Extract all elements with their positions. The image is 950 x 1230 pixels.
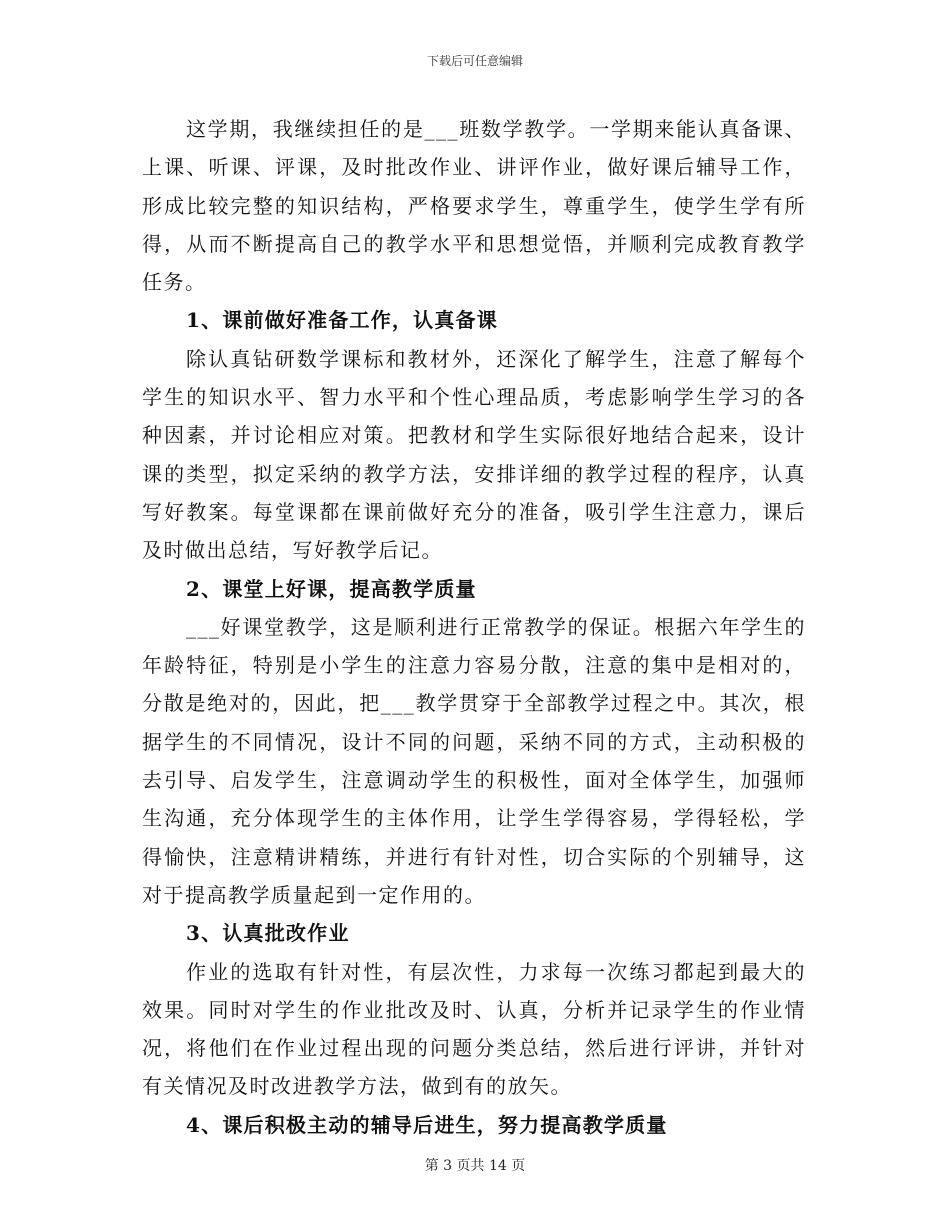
section-2-heading: 2、课堂上好课，提高教学质量 bbox=[186, 576, 477, 601]
page-number-footer: 第 3 页共 14 页 bbox=[424, 1158, 526, 1174]
intro-paragraph: 这学期，我继续担任的是___班数学教学。一学期来能认真备课、上课、听课、评课，及时批改作业、讲评作业，做好课后辅导工作，形成比较完整的知识结构，严格要求学生，尊重学生，使学生学有所得，从而不断提高自己的教学水平和思想觉悟，并顺利完成教育教学任务。 bbox=[142, 117, 806, 295]
section-4-heading: 4、课后积极主动的辅导后进生，努力提高教学质量 bbox=[186, 1112, 668, 1137]
section-2-paragraph: ___好课堂教学，这是顺利进行正常教学的保证。根据六年学生的年龄特征，特别是小学生的注意力容易分散，注意的集中是相对的，分散是绝对的，因此，把___教学贯穿于全部教学过程之中。其次，根据学生的不同情况，设计不同的问题，采纳不同的方式，主动积极的去引导、启发学生，注意调动学生的积极性，面对全体学生，加强师生沟通，充分体现学生的主体作用，让学生学得容易，学得轻松，学得愉快，注意精讲精练，并进行有针对性，切合实际的个别辅导，这对于提高教学质量起到一定作用的。 bbox=[142, 614, 806, 907]
section-3-paragraph: 作业的选取有针对性，有层次性，力求每一次练习都起到最大的效果。同时对学生的作业批改及时、认真，分析并记录学生的作业情况，将他们在作业过程出现的问题分类总结，然后进行评讲，并针对有关情况及时改进教学方法，做到有的放矢。 bbox=[142, 959, 806, 1099]
section-1-paragraph: 除认真钻研数学课标和教材外，还深化了解学生，注意了解每个学生的知识水平、智力水平和个性心理品质，考虑影响学生学习的各种因素，并讨论相应对策。把教材和学生实际很好地结合起来，设计课的类型，拟定采纳的教学方法，安排详细的教学过程的程序，认真写好教案。每堂课都在课前做好充分的准备，吸引学生注意力，课后及时做出总结，写好教学后记。 bbox=[142, 346, 806, 563]
section-1-heading: 1、课前做好准备工作，认真备课 bbox=[186, 308, 498, 333]
document-body bbox=[142, 110, 806, 1144]
section-3-heading: 3、认真批改作业 bbox=[186, 921, 350, 946]
page-header-note: 下载后可任意编辑 bbox=[426, 54, 523, 68]
